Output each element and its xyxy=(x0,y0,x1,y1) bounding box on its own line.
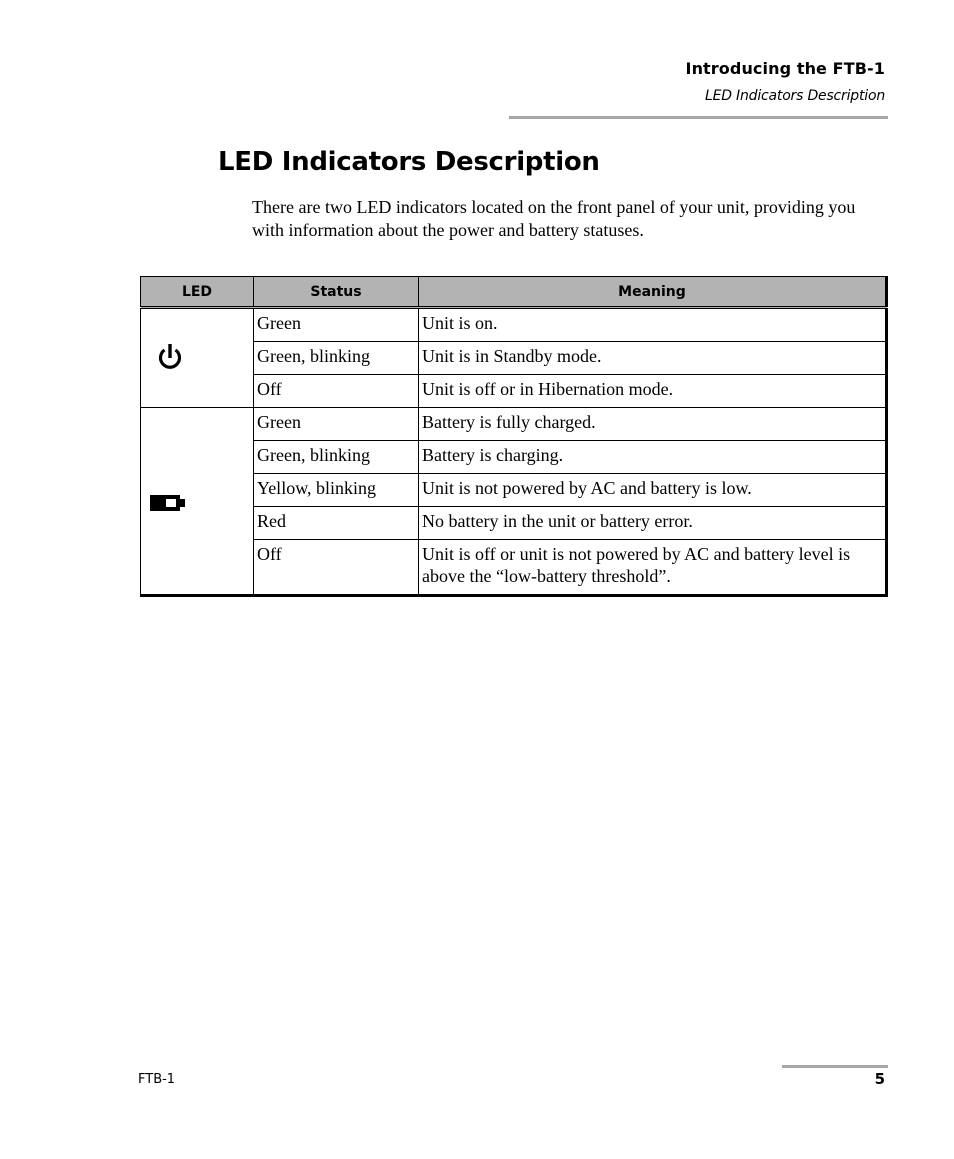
meaning-cell: Unit is on. xyxy=(419,308,887,342)
header-rule xyxy=(509,116,888,119)
meaning-cell: Unit is off or in Hibernation mode. xyxy=(419,375,887,408)
table-row xyxy=(141,408,887,441)
meaning-cell: Unit is in Standby mode. xyxy=(419,342,887,375)
column-header-status: Status xyxy=(254,277,419,308)
status-cell: Red xyxy=(254,507,419,540)
table-row xyxy=(141,308,887,342)
status-cell: Off xyxy=(254,375,419,408)
led-indicator-table xyxy=(140,276,888,597)
led-cell-battery xyxy=(141,408,254,596)
meaning-cell: Battery is charging. xyxy=(419,441,887,474)
section-title: LED Indicators Description xyxy=(704,88,885,104)
status-cell: Yellow, blinking xyxy=(254,474,419,507)
column-header-led: LED xyxy=(141,277,254,308)
chapter-title: Introducing the FTB-1 xyxy=(685,59,885,78)
page-number: 5 xyxy=(874,1070,885,1088)
power-icon xyxy=(155,341,185,375)
footer-rule xyxy=(782,1065,888,1068)
running-header xyxy=(686,58,885,107)
page-title: LED Indicators Description xyxy=(218,147,600,177)
led-cell-power xyxy=(141,308,254,408)
meaning-cell: No battery in the unit or battery error. xyxy=(419,507,887,540)
status-cell: Off xyxy=(254,540,419,596)
meaning-cell: Unit is not powered by AC and battery is low. xyxy=(419,474,887,507)
status-cell: Green, blinking xyxy=(254,342,419,375)
intro-paragraph: There are two LED indicators located on the front panel of your unit, providing you with information about the power and battery statuses. xyxy=(252,197,856,240)
status-cell: Green, blinking xyxy=(254,441,419,474)
footer-product-name: FTB-1 xyxy=(138,1072,176,1087)
battery-icon xyxy=(149,492,187,514)
status-cell: Green xyxy=(254,408,419,441)
meaning-cell: Battery is fully charged. xyxy=(419,408,887,441)
meaning-cell: Unit is off or unit is not powered by AC and battery level is above the “low-battery threshold”. xyxy=(419,540,887,596)
column-header-meaning: Meaning xyxy=(419,277,887,308)
status-cell: Green xyxy=(254,308,419,342)
table-header-row xyxy=(141,277,887,308)
